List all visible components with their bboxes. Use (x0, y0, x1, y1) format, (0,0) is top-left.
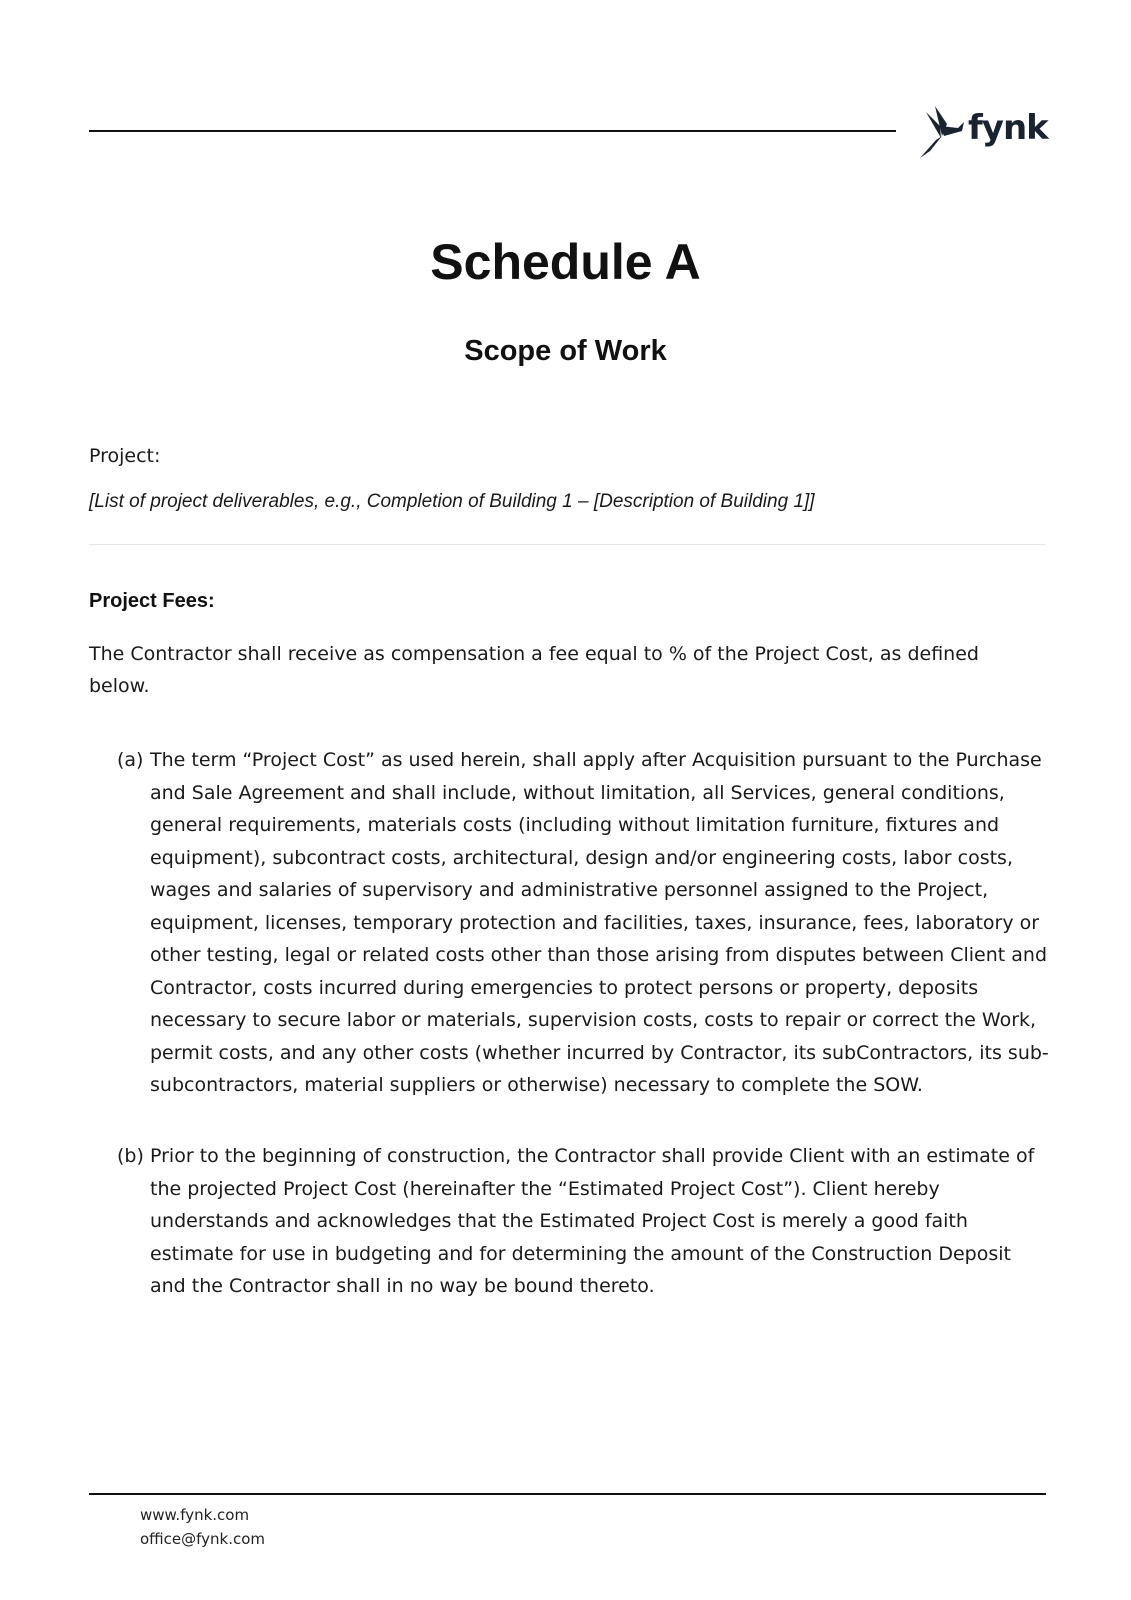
clause-marker: (b) (117, 1145, 144, 1167)
brand-name: fynk (968, 108, 1048, 148)
clause-marker: (a) (117, 749, 144, 771)
page-subtitle: Scope of Work (464, 335, 667, 367)
clause-text: Prior to the beginning of construction, the Contractor shall provide Client with an estimate of the projected Project Cost (hereinafter the “Estimated Project Cost”). Client hereby understands and acknowledges that the Estimated Project Cost is merely a good faith estimate for use in budgeting and for determining the amount of the Construction Deposit and the Contractor shall in no way be bound thereto. (150, 1145, 1035, 1297)
clause-text: The term “Project Cost” as used herein, shall apply after Acquisition pursuant to the Purchase and Sale Agreement and shall include, without limitation, all Services, general conditions, general requirements, materials costs (including without limitation furniture, fixtures and equipment), subcontract costs, architectural, design and/or engineering costs, labor costs, wages and salaries of supervisory and administrative personnel assigned to the Project, equipment, licenses, temporary protection and facilities, taxes, insurance, fees, laboratory or other testing, legal or related costs other than those arising from disputes between Client and Contractor, costs incurred during emergencies to protect persons or property, deposits necessary to secure labor or materials, supervision costs, costs to repair or correct the Work, permit costs, and any other costs (whether incurred by Contractor, its subContractors, its sub-subcontractors, material suppliers or otherwise) necessary to complete the SOW. (150, 749, 1049, 1096)
clause-b (117, 1140, 1050, 1303)
section-divider (89, 544, 1046, 545)
footer-divider (89, 1493, 1046, 1495)
project-deliverables: [List of project deliverables, e.g., Completion of Building 1 – [Description of Building 1]] (89, 491, 815, 512)
clause-a (117, 744, 1050, 1102)
project-label: Project: (89, 445, 161, 467)
header-divider (89, 130, 896, 132)
page-title: Schedule A (430, 234, 701, 290)
project-fees-intro: The Contractor shall receive as compensation a fee equal to % of the Project Cost, as defined below. (89, 643, 979, 697)
project-fees-heading: Project Fees: (89, 590, 215, 612)
fynk-logo (920, 104, 1050, 160)
footer-email: office@fynk.com (140, 1530, 266, 1548)
bird-logo-icon (920, 106, 968, 158)
footer-website: www.fynk.com (140, 1506, 250, 1524)
